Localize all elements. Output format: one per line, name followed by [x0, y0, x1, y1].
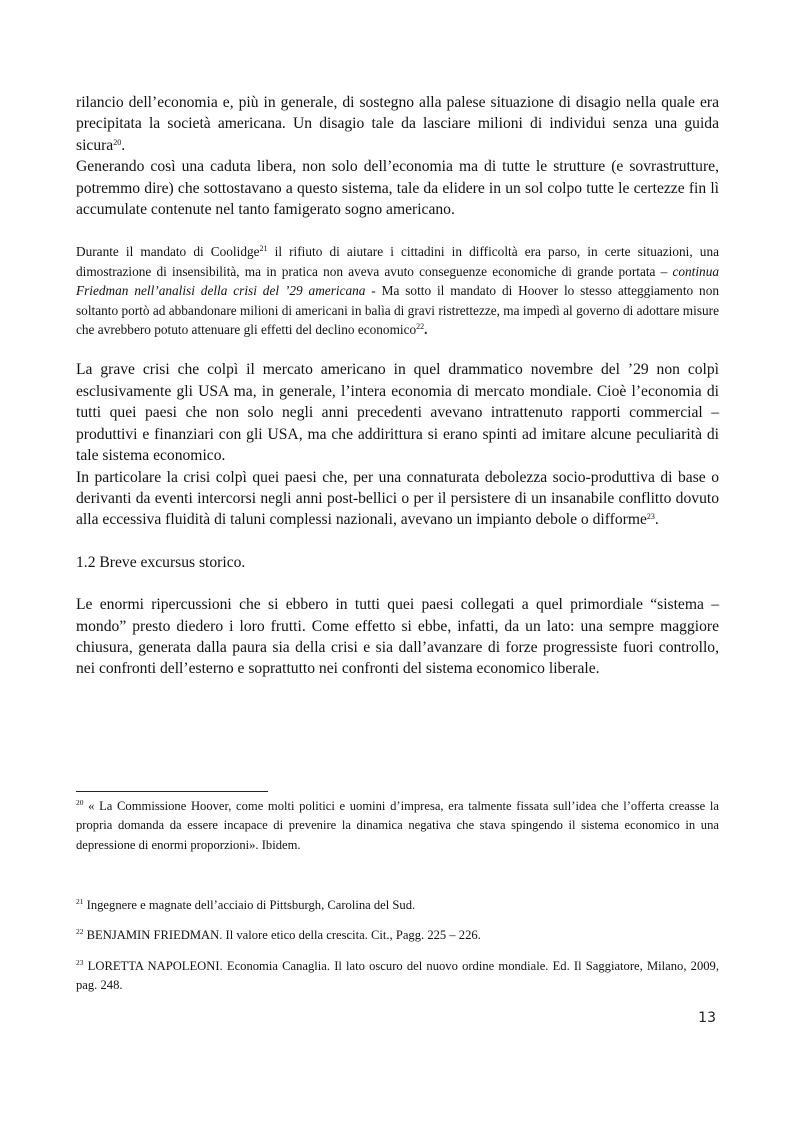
- page-body: [76, 92, 719, 680]
- footnote-text: Ingegnere e magnate dell’acciaio di Pittsburgh, Carolina del Sud.: [83, 898, 416, 912]
- footnote-21: [76, 896, 719, 915]
- footnote-text: « La Commissione Hoover, come molti politici e uomini d’impresa, era talmente fissata sull’idea che l’offerta creasse la propria domanda da essere incapace di prevenire la dinamica negativa che stava spingendo il sistema economico in una depressione di enormi proporzioni». Ibidem.: [76, 799, 719, 852]
- footnote-text: LORETTA NAPOLEONI. Economia Canaglia. Il lato oscuro del nuovo ordine mondiale. Ed. Il Saggiatore, Milano, 2009, pag. 248.: [76, 959, 719, 993]
- paragraph-1: [76, 92, 719, 156]
- quote-italic-text: continua Friedman nell’analisi della crisi del ’29 americana: [76, 263, 719, 299]
- footnote-number: 23: [76, 958, 84, 967]
- paragraph-1-end: .: [121, 136, 126, 154]
- paragraph-1-text: rilancio dell’economia e, più in generale, di sostegno alla palese situazione di disagio nella quale era precipitata la società americana. Un disagio tale da lasciare milioni di individui senza una guida sicura: [76, 94, 719, 154]
- paragraph-4-end: .: [654, 511, 659, 529]
- quote-text-a: Durante il mandato di Coolidge: [76, 244, 260, 260]
- quote-end: .: [424, 322, 428, 338]
- footnote-23: [76, 957, 719, 996]
- footnote-ref-22[interactable]: 22: [416, 322, 425, 332]
- footnote-ref-23[interactable]: 23: [646, 512, 655, 522]
- footnote-number: 22: [76, 927, 84, 936]
- section-heading: 1.2 Breve excursus storico.: [76, 553, 246, 571]
- footnote-number: 21: [76, 897, 84, 906]
- paragraph-3: La grave crisi che colpì il mercato americano in quel drammatico novembre del ’29 non colpì esclusivamente gli USA ma, in generale, l’intera economia di mercato mondiale. Cioè l’economia di tutti quei paesi che non solo negli anni precedenti avevano intrattenuto rapporti commercial – produttivi e finanziari con gli USA, ma che addirittura si erano spinti ad imitare alcune peculiarità di tale sistema economico.: [76, 361, 719, 465]
- footnote-separator: [76, 791, 268, 792]
- quote-text-b: il rifiuto di aiutare i cittadini in difficoltà era parso, in certe situazioni, una dimostrazione di insensibilità, ma in pratica non aveva avuto conseguenze economiche di grande portata –: [76, 244, 719, 279]
- footnote-22: [76, 926, 719, 945]
- footnote-ref-21[interactable]: 21: [259, 244, 268, 254]
- quote-text-c: - Ma sotto il mandato di Hoover lo stesso atteggiamento non soltanto portò ad abbandonare milioni di americani in balìa di gravi ristrettezze, ma impedì al governo di adottare misure che avrebbero potuto attenuare gli effetti del declino economico: [76, 283, 719, 338]
- page-number: 13: [698, 1010, 716, 1026]
- footnote-20: [76, 797, 719, 855]
- footnote-ref-20[interactable]: 20: [113, 137, 122, 147]
- paragraph-4: [76, 467, 719, 531]
- paragraph-5: Le enormi ripercussioni che si ebbero in tutti quei paesi collegati a quel primordiale “sistema – mondo” presto diedero i loro frutti. Come effetto si ebbe, infatti, da un lato: una sempre maggiore chiusura, generata dalla paura sia della crisi e sia dall’avanzare di forze progressiste fuori controllo, nei confronti dell’esterno e soprattutto nei confronti del sistema economico liberale.: [76, 596, 719, 678]
- footnote-text: BENJAMIN FRIEDMAN. Il valore etico della crescita. Cit., Pagg. 225 – 226.: [83, 928, 481, 942]
- paragraph-2: Generando così una caduta libera, non solo dell’economia ma di tutte le strutture (e sovrastrutture, potremmo dire) che sottostavano a questo sistema, tale da elidere in un sol colpo tutte le certezze fin lì accumulate contenute nel tanto famigerato sogno americano.: [76, 158, 719, 219]
- footnote-number: 20: [76, 798, 84, 807]
- block-quote: [76, 242, 719, 339]
- paragraph-4-text: In particolare la crisi colpì quei paesi che, per una connaturata debolezza socio-produttiva di base o derivanti da eventi intercorsi negli anni post-bellici o per il persistere di un insanabile conflitto dovuto alla eccessiva fluidità di taluni complessi nazionali, avevano un impianto debole o difforme: [76, 468, 719, 529]
